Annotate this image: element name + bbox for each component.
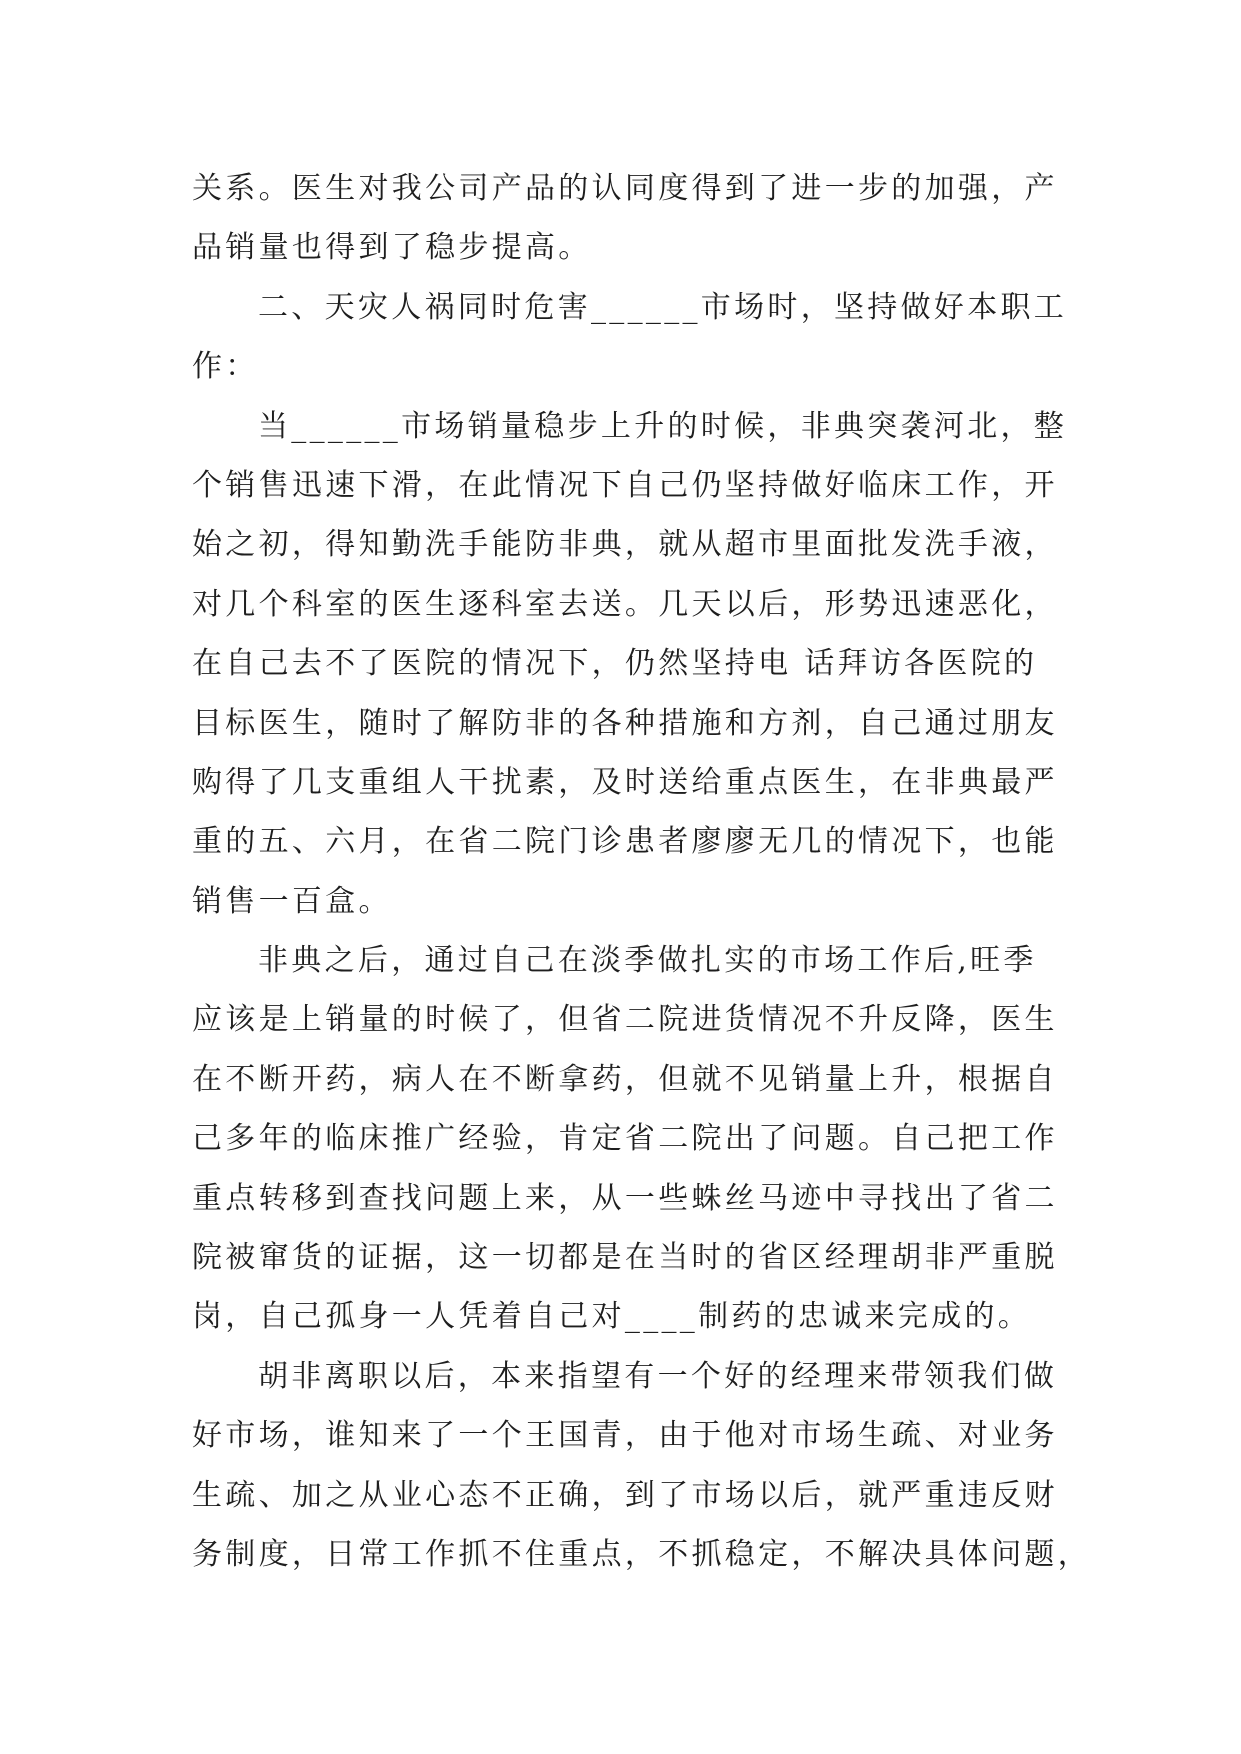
text-line: 作： (192, 349, 259, 385)
text-line: 目标医生，随时了解防非的各种措施和方剂，自己通过朋友 (192, 705, 1058, 741)
text-line: 关系。医生对我公司产品的认同度得到了进一步的加强，产 (192, 171, 1058, 206)
text-line: 生疏、加之从业心态不正确，到了市场以后，就严重违反财 (192, 1477, 1058, 1513)
text-line: 岗，自己孤身一人凭着自己对____制药的忠诚来完成的。 (192, 1299, 1032, 1335)
text-line: 购得了几支重组人干扰素，及时送给重点医生，在非典最严 (192, 764, 1058, 800)
text-line: 应该是上销量的时候了，但省二院进货情况不升反降，医生 (192, 1002, 1058, 1038)
text-line: 在自己去不了医院的情况下，仍然坚持电 话拜访各医院的 (192, 646, 1038, 682)
text-line: 二、天灾人祸同时危害______市场时，坚持做好本职工 (258, 289, 1068, 325)
text-line: 品销量也得到了稳步提高。 (192, 230, 592, 266)
document-body (192, 159, 1092, 1584)
text-line: 院被窜货的证据，这一切都是在当时的省区经理胡非严重脱 (192, 1240, 1058, 1276)
text-line: 非典之后，通过自己在淡季做扎实的市场工作后,旺季 (258, 943, 1037, 979)
text-line: 对几个科室的医生逐科室去送。几天以后，形势迅速恶化， (192, 586, 1058, 622)
paragraph-5 (192, 1347, 1092, 1585)
text-line: 当______市场销量稳步上升的时候，非典突袭河北，整 (258, 408, 1068, 444)
text-line: 好市场，谁知来了一个王国青，由于他对市场生疏、对业务 (192, 1418, 1058, 1454)
text-line: 重的五、六月，在省二院门诊患者廖廖无几的情况下，也能 (192, 824, 1058, 860)
text-line: 务制度，日常工作抓不住重点，不抓稳定，不解决具体问题， (192, 1536, 1092, 1572)
paragraph-4 (192, 931, 1072, 1347)
text-line: 始之初，得知勤洗手能防非典，就从超市里面批发洗手液， (192, 527, 1058, 563)
text-line: 在不断开药，病人在不断拿药，但就不见销量上升，根据自 (192, 1061, 1058, 1097)
text-line: 销售一百盒。 (192, 883, 392, 919)
text-line: 重点转移到查找问题上来，从一些蛛丝马迹中寻找出了省二 (192, 1180, 1058, 1216)
paragraph-2-heading (192, 278, 1072, 397)
text-line: 胡非离职以后，本来指望有一个好的经理来带领我们做 (258, 1358, 1058, 1394)
paragraph-1 (192, 159, 1072, 278)
paragraph-3 (192, 397, 1072, 932)
text-line: 个销售迅速下滑，在此情况下自己仍坚持做好临床工作，开 (192, 467, 1058, 503)
text-line: 己多年的临床推广经验，肯定省二院出了问题。自己把工作 (192, 1121, 1058, 1157)
